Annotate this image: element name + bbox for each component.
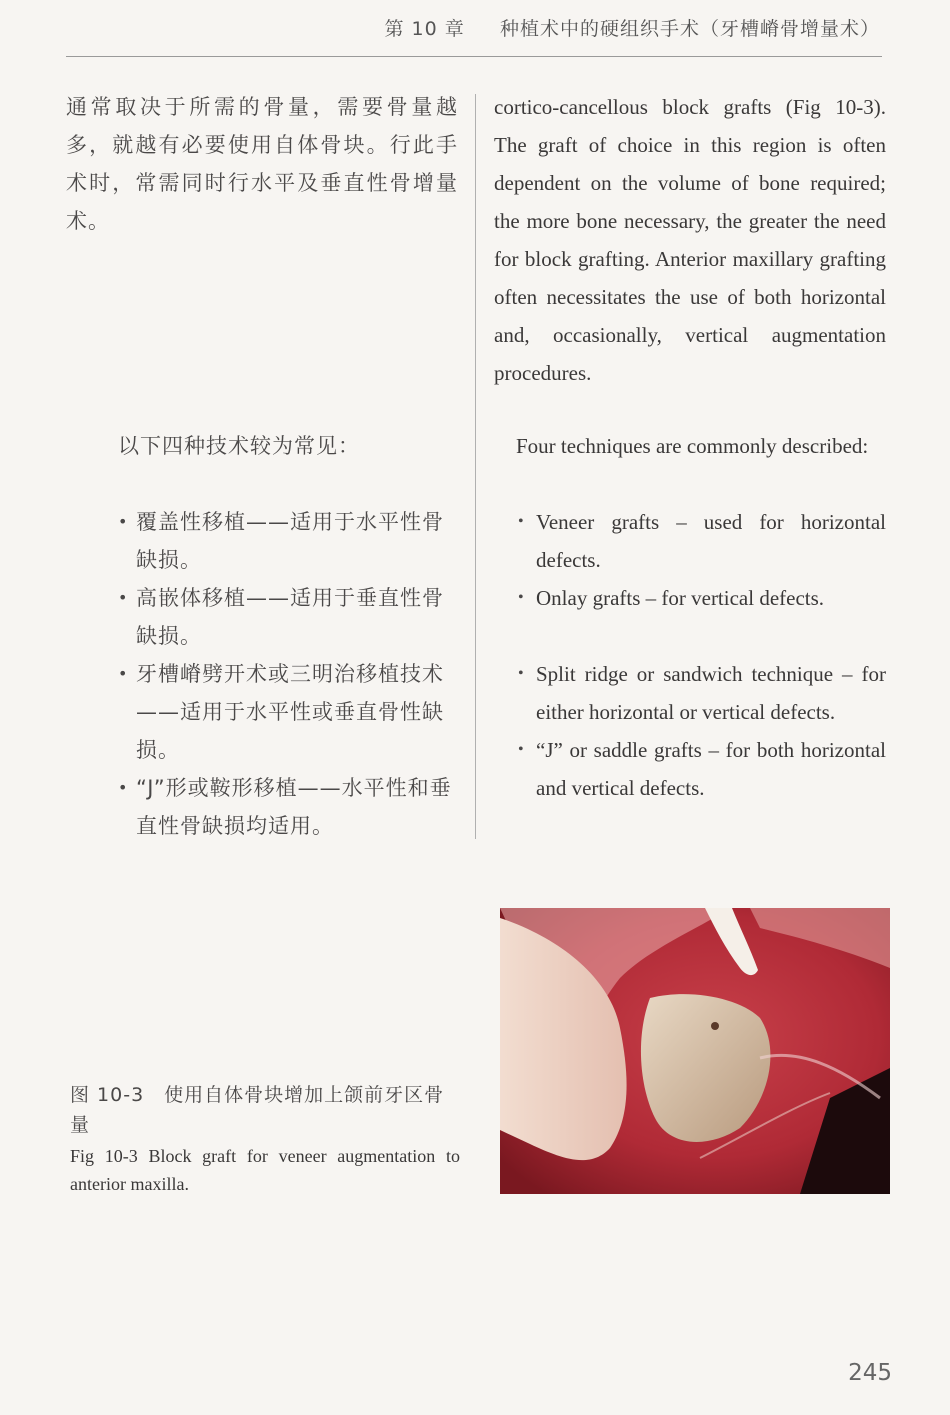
zh-list-item: • “J”形或鞍形移植——水平性和垂直性骨缺损均适用。 xyxy=(118,769,458,845)
zh-list-item: • 高嵌体移植——适用于垂直性骨缺损。 xyxy=(118,579,458,655)
en-paragraph: cortico-cancellous block grafts (Fig 10-3). The graft of choice in this region is often dependent on the volume of bone required; the more bone necessary, the greater the need for block grafting. Anterior maxillary grafting often necessitates the use of both horizontal and, occasionally, vertical augmentation procedures. xyxy=(494,95,886,385)
surgical-photo-illustration xyxy=(500,908,890,1194)
bullet-icon: • xyxy=(118,664,129,683)
column-divider xyxy=(475,94,476,839)
page-number: 245 xyxy=(848,1360,892,1386)
chapter-number: 第 10 章 xyxy=(384,18,465,40)
bullet-icon: • xyxy=(518,589,524,606)
zh-paragraph: 通常取决于所需的骨量，需要骨量越多，就越有必要使用自体骨块。行此手术时，常需同时行水平及垂直性骨增量术。 xyxy=(66,95,458,233)
bullet-icon: • xyxy=(518,741,524,758)
en-list-item: • Onlay grafts – for vertical defects. xyxy=(518,579,886,617)
en-list-item: • “J” or saddle grafts – for both horizontal and vertical defects. xyxy=(518,731,886,807)
en-technique-list xyxy=(518,503,886,807)
figure-caption-zh: 图 10-3 使用自体骨块增加上颌前牙区骨量 xyxy=(70,1084,445,1136)
surgical-photo xyxy=(500,908,890,1194)
running-header xyxy=(0,14,880,41)
zh-technique-list xyxy=(118,503,458,845)
en-list-item: • Veneer grafts – used for horizontal defects. xyxy=(518,503,886,579)
zh-list-item: • 牙槽嵴劈开术或三明治移植技术——适用于水平性或垂直骨性缺损。 xyxy=(118,655,458,769)
chapter-title: 种植术中的硬组织手术（牙槽嵴骨增量术） xyxy=(499,18,880,40)
bullet-icon: • xyxy=(518,665,524,682)
bullet-icon: • xyxy=(118,588,129,607)
zh-techniques-intro: 以下四种技术较为常见： xyxy=(118,434,360,458)
bullet-icon: • xyxy=(518,513,524,530)
header-rule xyxy=(66,56,882,57)
bullet-icon: • xyxy=(118,512,129,531)
figure-caption-en: Fig 10-3 Block graft for veneer augmentation to anterior maxilla. xyxy=(70,1146,460,1194)
bullet-icon: • xyxy=(118,778,129,797)
en-techniques-intro: Four techniques are commonly described: xyxy=(516,434,869,458)
zh-list-item: • 覆盖性移植——适用于水平性骨缺损。 xyxy=(118,503,458,579)
en-list-item: • Split ridge or sandwich technique – for either horizontal or vertical defects. xyxy=(518,655,886,731)
